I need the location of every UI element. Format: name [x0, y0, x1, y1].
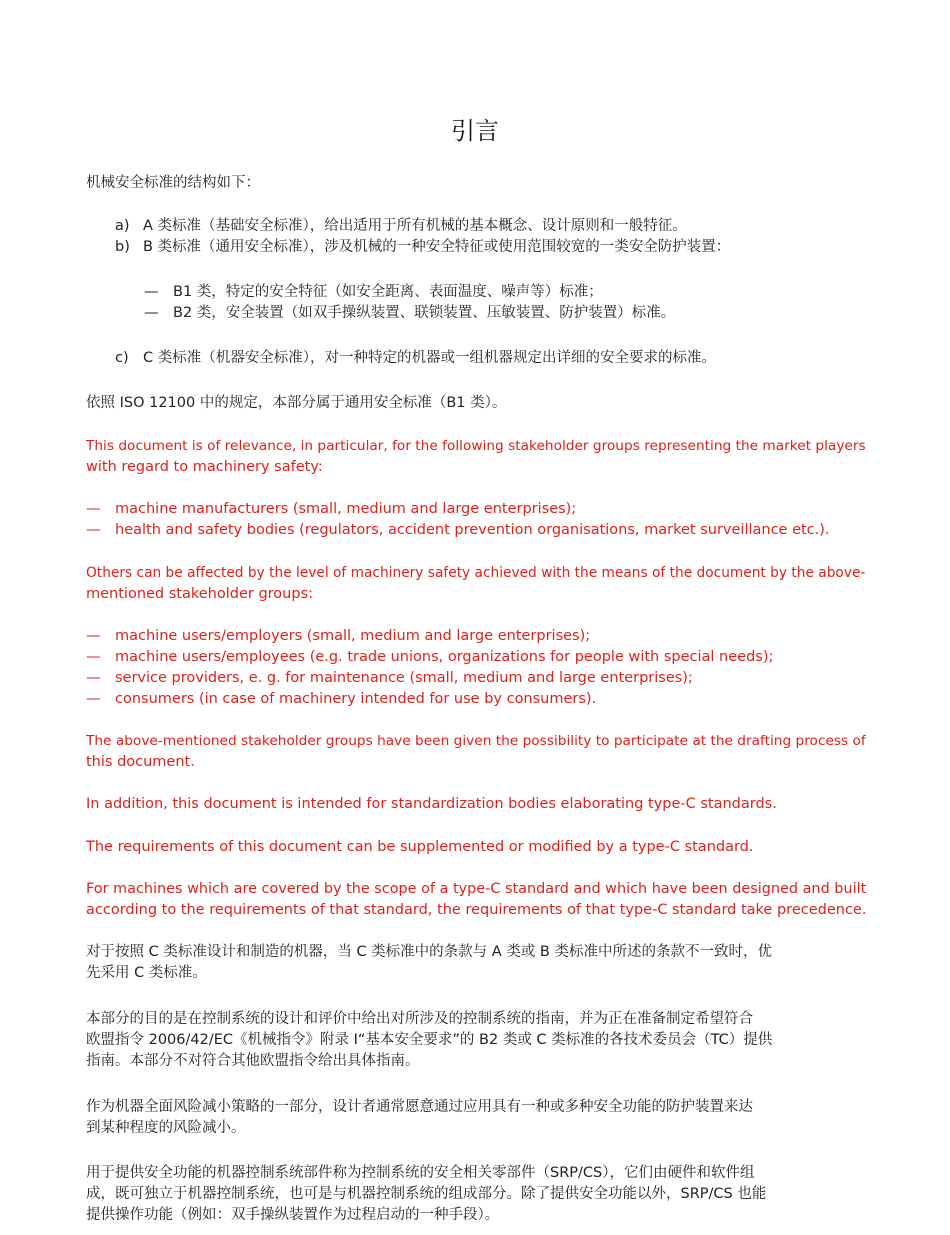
- precedence-line: according to the requirements of that standard, the requirements of that type-C standard take precedence.: [86, 902, 867, 918]
- type-a-text: A 类标准（基础安全标准），给出适用于所有机械的基本概念、设计原则和一般特征。: [143, 218, 687, 234]
- list-marker: a): [115, 218, 130, 234]
- srp-cs-line: 成，既可独立于机器控制系统，也可是与机器控制系统的组成部分。除了提供安全功能以外，SRP/CS 也能: [86, 1186, 767, 1202]
- iso-statement: 依照 ISO 12100 中的规定，本部分属于通用安全标准（B1 类）。: [86, 395, 507, 411]
- intro-text: 机械安全标准的结构如下：: [86, 175, 260, 191]
- dash-marker: —: [86, 691, 101, 707]
- stakeholder-item: consumers (in case of machinery intended for use by consumers).: [115, 691, 597, 707]
- purpose-line: 本部分的目的是在控制系统的设计和评价中给出对所涉及的控制系统的指南，并为正在准备制定希望符合: [86, 1011, 753, 1027]
- stakeholder-intro-line: with regard to machinery safety:: [86, 459, 323, 475]
- purpose-line: 指南。本部分不对符合其他欧盟指令给出具体指南。: [86, 1053, 420, 1069]
- b1-text: B1 类，特定的安全特征（如安全距离、表面温度、噪声等）标准；: [173, 284, 603, 300]
- srp-cs-line: 提供操作功能（例如：双手操纵装置作为过程启动的一种手段）。: [86, 1207, 500, 1223]
- supplemented-text: The requirements of this document can be supplemented or modified by a type-C standard.: [86, 839, 754, 855]
- dash-marker: —: [86, 628, 101, 644]
- stakeholder-intro-line: This document is of relevance, in particular, for the following stakeholder groups representing the market players: [86, 438, 866, 454]
- list-marker: b): [115, 239, 130, 255]
- stakeholder-item: machine users/employees (e.g. trade unions, organizations for people with special needs);: [115, 649, 774, 665]
- precedence-line: For machines which are covered by the scope of a type-C standard and which have been designed and built: [86, 881, 867, 897]
- stakeholder-item: service providers, e. g. for maintenance (small, medium and large enterprises);: [115, 670, 693, 686]
- srp-cs-line: 用于提供安全功能的机器控制系统部件称为控制系统的安全相关零部件（SRP/CS），它们由硬件和软件组: [86, 1165, 755, 1181]
- type-c-text: C 类标准（机器安全标准），对一种特定的机器或一组机器规定出详细的安全要求的标准。: [143, 350, 716, 366]
- stakeholder-item: health and safety bodies (regulators, accident prevention organisations, market surveillance etc.).: [115, 522, 830, 538]
- dash-marker: —: [86, 649, 101, 665]
- type-b-text: B 类标准（通用安全标准），涉及机械的一种安全特征或使用范围较宽的一类安全防护装置：: [143, 239, 731, 255]
- dash-marker: —: [86, 522, 101, 538]
- stakeholder-item: machine manufacturers (small, medium and large enterprises);: [115, 501, 577, 517]
- participation-line: this document.: [86, 754, 195, 770]
- intended-for-text: In addition, this document is intended for standardization bodies elaborating type-C standards.: [86, 796, 777, 812]
- risk-reduction-line: 作为机器全面风险减小策略的一部分，设计者通常愿意通过应用具有一种或多种安全功能的防护装置来达: [86, 1099, 753, 1115]
- dash-marker: —: [144, 284, 159, 300]
- cn-precedence-line: 对于按照 C 类标准设计和制造的机器，当 C 类标准中的条款与 A 类或 B 类标准中所述的条款不一致时，优: [86, 944, 772, 960]
- page-title: 引言: [451, 117, 499, 145]
- list-marker: c): [115, 350, 129, 366]
- risk-reduction-line: 到某种程度的风险减小。: [86, 1120, 246, 1136]
- others-intro-line: mentioned stakeholder groups:: [86, 586, 314, 602]
- purpose-line: 欧盟指令 2006/42/EC《机械指令》附录 I“基本安全要求”的 B2 类或 C 类标准的各技术委员会（TC）提供: [86, 1032, 773, 1048]
- cn-precedence-line: 先采用 C 类标准。: [86, 965, 207, 981]
- others-intro-line: Others can be affected by the level of machinery safety achieved with the means of the document by the above-: [86, 565, 866, 581]
- b2-text: B2 类，安全装置（如双手操纵装置、联锁装置、压敏装置、防护装置）标准。: [173, 305, 676, 321]
- stakeholder-item: machine users/employers (small, medium and large enterprises);: [115, 628, 591, 644]
- participation-line: The above-mentioned stakeholder groups have been given the possibility to participate at the drafting process of: [86, 733, 866, 749]
- dash-marker: —: [86, 501, 101, 517]
- dash-marker: —: [144, 305, 159, 321]
- dash-marker: —: [86, 670, 101, 686]
